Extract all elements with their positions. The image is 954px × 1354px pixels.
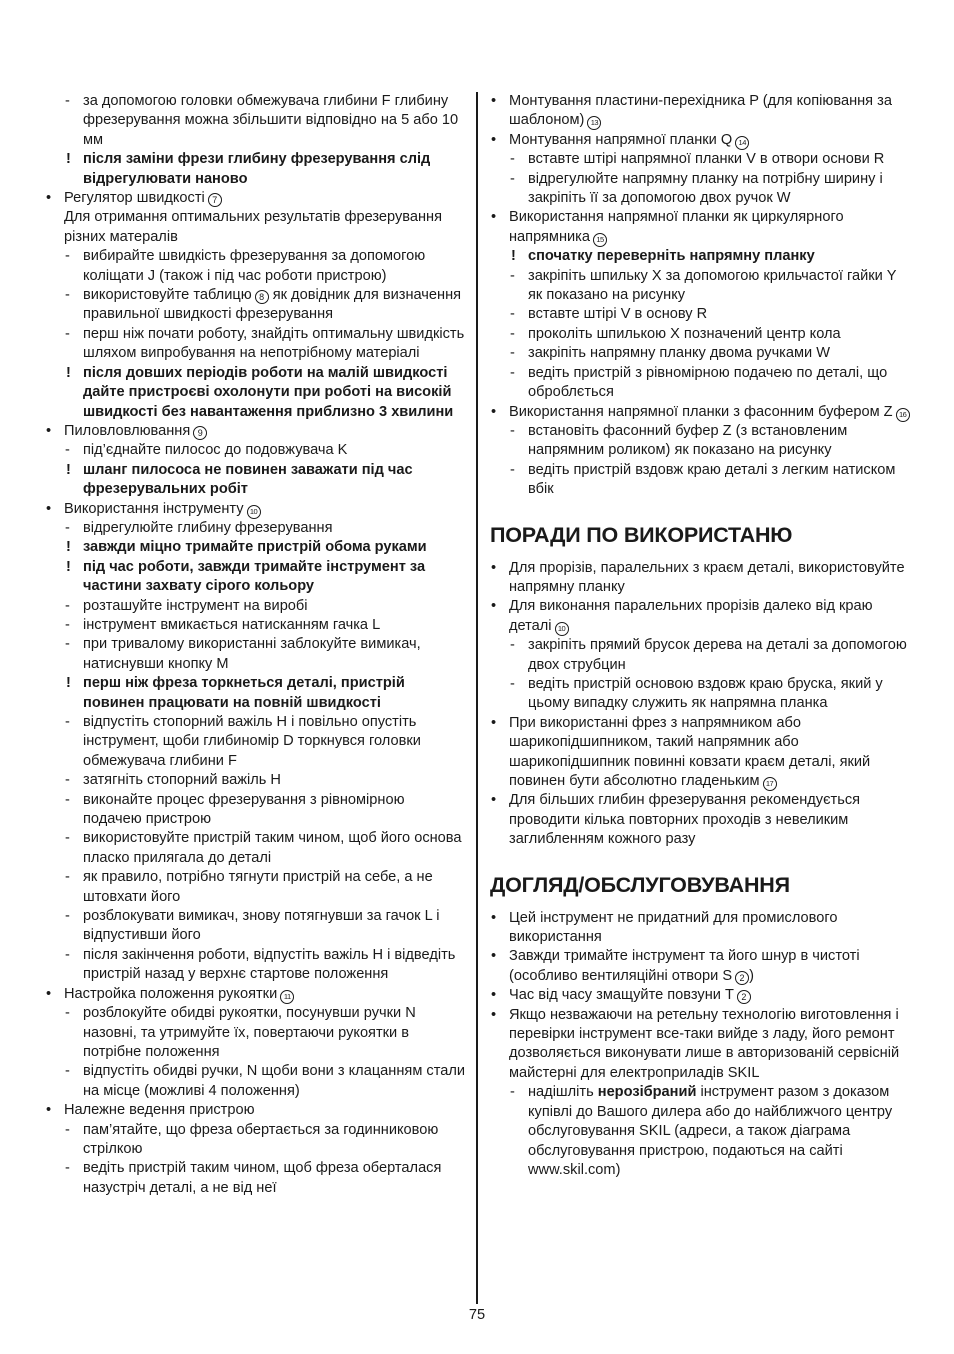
item-text: відпустіть стопорний важіль H і повільно опустіть інструмент, щоби глибиномір D торкнувся головки обмежувача глибини F bbox=[83, 714, 421, 769]
dash-item bbox=[44, 325, 466, 364]
item-text: відпустіть обидві ручки, N щоби вони з клацанням стали на місце (можливі 4 положення) bbox=[83, 1063, 466, 1099]
bullet-item bbox=[489, 909, 914, 948]
warning-icon: ! bbox=[66, 558, 71, 575]
warning-icon: ! bbox=[66, 675, 71, 692]
item-text: проколіть шпилькою X позначений центр кола bbox=[528, 325, 841, 342]
dash-marker: - bbox=[65, 325, 70, 342]
emphasis-text: нерозібраний bbox=[597, 1084, 697, 1101]
bullet-marker: • bbox=[46, 190, 52, 207]
dash-marker: - bbox=[510, 306, 515, 323]
figure-ref-circle: 10 bbox=[555, 622, 569, 636]
item-text: ведіть пристрій вздовж краю деталі з легким натиском вбік bbox=[528, 461, 896, 498]
item-text: Якщо незважаючи на ретельну технологію виготовлення і перевірки інструмент все-таки вийде з ладу, його ремонт дозволяється виконувати лише в авторизованій сервісній майстерні для електроприладів SKIL bbox=[509, 1006, 900, 1081]
dash-marker: - bbox=[65, 248, 70, 265]
item-text: Регулятор швидкості bbox=[64, 190, 205, 207]
page-number: 75 bbox=[468, 1307, 486, 1323]
warning-item bbox=[44, 674, 466, 713]
dash-marker: - bbox=[65, 830, 70, 847]
section-heading: ПОРАДИ ПО ВИКОРИСТАНЮ bbox=[490, 522, 793, 547]
item-text: під час роботи, завжди тримайте інструмент за частини захвату сірого кольору bbox=[83, 558, 426, 595]
dash-item bbox=[489, 150, 914, 169]
item-text: відрегулюйте глибину фрезерування bbox=[83, 519, 333, 536]
item-text: використовуйте пристрій таким чином, щоб його основа пласко прилягала до деталі bbox=[83, 830, 462, 866]
item-text: Для отримання оптимальних результатів фрезерування різних матералів bbox=[64, 209, 442, 245]
section-heading: ДОГЛЯД/ОБСЛУГОВУВАННЯ bbox=[490, 872, 790, 897]
item-text: Час від часу змащуйте повзуни T bbox=[509, 987, 734, 1004]
dash-item bbox=[489, 364, 914, 403]
bullet-marker: • bbox=[491, 559, 497, 576]
item-text: розблокувати вимикач, знову потягнувши за гачок L і відпустивши його bbox=[83, 908, 440, 944]
warning-item bbox=[44, 558, 466, 597]
dash-marker: - bbox=[65, 1121, 70, 1138]
bullet-item bbox=[489, 92, 914, 131]
bullet-marker: • bbox=[491, 987, 497, 1004]
item-text: Для більших глибин фрезерування рекомендується проводити кілька повторних проходів з невеликим заглибленням кожного разу bbox=[509, 792, 861, 848]
dash-item bbox=[44, 635, 466, 674]
dash-marker: - bbox=[65, 636, 70, 653]
item-text: Пиловловлювання bbox=[64, 422, 191, 439]
item-text: ведіть пристрій основою вздовж краю бруска, який у цьому випадку служить як напрямна планка bbox=[528, 675, 883, 712]
figure-ref-circle: 8 bbox=[255, 290, 269, 304]
dash-item bbox=[44, 791, 466, 830]
dash-item bbox=[44, 1121, 466, 1160]
bullet-marker: • bbox=[46, 500, 52, 517]
dash-marker: - bbox=[510, 325, 515, 342]
item-text-continued: інструмент разом з доказом купівлі до Вашого дилера або до найближчого центру обслуговування SKIL (адреси, а також діаграма обслуговування пристрою, подаються на сайті www.skil.com) bbox=[528, 1084, 893, 1178]
warning-item bbox=[489, 247, 914, 266]
item-text: виконайте процес фрезерування з рівномірною подачею пристрою bbox=[83, 791, 405, 828]
figure-ref-circle: 2 bbox=[737, 990, 751, 1004]
item-text: Належне ведення пристрою bbox=[64, 1102, 255, 1119]
dash-marker: - bbox=[65, 946, 70, 963]
left-column bbox=[44, 92, 466, 1198]
item-text: Для виконання паралельних прорізів далеко від краю деталі bbox=[509, 598, 873, 634]
bullet-item bbox=[489, 131, 914, 150]
dash-item bbox=[44, 829, 466, 868]
item-text: при тривалому використанні заблокуйте вимикач, натиснувши кнопку M bbox=[83, 636, 421, 672]
dash-marker: - bbox=[510, 675, 515, 692]
warning-icon: ! bbox=[511, 248, 516, 265]
bullet-marker: • bbox=[491, 792, 497, 809]
item-text: Настройка положення рукоятки bbox=[64, 985, 278, 1002]
dash-item bbox=[44, 92, 466, 150]
figure-ref-circle: 16 bbox=[896, 408, 910, 422]
bullet-item bbox=[44, 189, 466, 208]
bullet-marker: • bbox=[46, 985, 52, 1002]
dash-item bbox=[489, 344, 914, 363]
dash-marker: - bbox=[65, 93, 70, 109]
dash-item bbox=[44, 247, 466, 286]
dash-marker: - bbox=[510, 422, 515, 439]
bullet-item bbox=[489, 208, 914, 247]
item-text: розблокуйте обидві рукоятки, посунувши ручки N назовні, та утримуйте їх, повертаючи рукоятки в потрібне положення bbox=[83, 1005, 416, 1060]
dash-marker: - bbox=[510, 267, 515, 284]
warning-icon: ! bbox=[66, 539, 71, 556]
bullet-item bbox=[489, 714, 914, 792]
bullet-item bbox=[489, 791, 914, 849]
bullet-item bbox=[44, 422, 466, 441]
dash-marker: - bbox=[65, 597, 70, 614]
item-text: Використання напрямної планки як циркулярного напрямника bbox=[509, 209, 844, 245]
item-text: Цей інструмент не придатний для промислового використання bbox=[509, 909, 838, 946]
bullet-item bbox=[44, 985, 466, 1004]
paragraph bbox=[44, 208, 466, 247]
item-text: закріпіть прямий брусок дерева на деталі за допомогою двох струбцин bbox=[528, 637, 907, 673]
dash-item bbox=[44, 616, 466, 635]
item-text: інструмент вмикається натисканням гачка L bbox=[83, 616, 381, 633]
item-text: як правило, потрібно тягнути пристрій на себе, а не штовхати його bbox=[83, 869, 433, 905]
dash-marker: - bbox=[65, 714, 70, 730]
dash-item bbox=[44, 597, 466, 616]
bullet-marker: • bbox=[491, 598, 497, 615]
figure-ref-circle: 17 bbox=[763, 777, 777, 791]
figure-ref-circle: 13 bbox=[587, 116, 601, 130]
bullet-marker: • bbox=[491, 93, 497, 109]
bullet-marker: • bbox=[491, 1006, 497, 1023]
dash-item bbox=[44, 1159, 466, 1198]
item-text: пам’ятайте, що фреза обертається за годинниковою стрілкою bbox=[83, 1121, 439, 1157]
dash-item bbox=[44, 441, 466, 460]
item-text: затягніть стопорний важіль H bbox=[83, 772, 281, 789]
item-text: після довших періодів роботи на малій швидкості дайте пристроєві охолонути при роботі на високій швидкості без навантаження приблизно 3 хвилини bbox=[83, 364, 454, 420]
item-text: розташуйте інструмент на виробі bbox=[83, 597, 308, 614]
dash-marker: - bbox=[65, 869, 70, 886]
warning-item bbox=[44, 538, 466, 557]
dash-marker: - bbox=[65, 287, 70, 304]
item-text: вибирайте швидкість фрезерування за допомогою коліщати J (також і під час роботи пристрою) bbox=[83, 248, 426, 284]
dash-item bbox=[44, 907, 466, 946]
figure-ref-circle: 2 bbox=[735, 971, 749, 985]
dash-marker: - bbox=[65, 1005, 70, 1022]
dash-marker: - bbox=[65, 1160, 70, 1177]
dash-marker: - bbox=[65, 1063, 70, 1080]
item-text: використовуйте таблицю bbox=[83, 287, 252, 304]
bullet-marker: • bbox=[491, 131, 497, 148]
item-text: Для прорізів, паралельних з краєм деталі, використовуйте напрямну планку bbox=[509, 559, 905, 595]
dash-marker: - bbox=[510, 151, 515, 168]
bullet-marker: • bbox=[491, 403, 497, 420]
dash-item bbox=[44, 1062, 466, 1101]
item-text-continued: ) bbox=[749, 967, 754, 984]
warning-icon: ! bbox=[66, 364, 71, 381]
dash-marker: - bbox=[510, 1084, 515, 1101]
column-divider bbox=[476, 92, 478, 1304]
dash-marker: - bbox=[65, 908, 70, 925]
item-text: Монтування пластини-перехідника P (для копіювання за шаблоном) bbox=[509, 93, 892, 129]
dash-marker: - bbox=[65, 791, 70, 808]
bullet-marker: • bbox=[491, 209, 497, 226]
dash-item bbox=[44, 868, 466, 907]
warning-icon: ! bbox=[66, 151, 71, 168]
item-text: ведіть пристрій таким чином, щоб фреза оберталася назустріч деталі, а не від неї bbox=[83, 1160, 442, 1196]
bullet-item bbox=[489, 947, 914, 986]
item-text: шланг пилососа не повинен заважати під час фрезерувальних робіт bbox=[83, 461, 413, 498]
dash-marker: - bbox=[510, 345, 515, 362]
item-text: завжди міцно тримайте пристрій обома руками bbox=[83, 539, 427, 556]
item-text: Використання напрямної планки з фасонним буфером Z bbox=[509, 403, 893, 420]
dash-item bbox=[489, 636, 914, 675]
bullet-item bbox=[44, 500, 466, 519]
item-text: надішліть bbox=[528, 1084, 594, 1101]
dash-item bbox=[489, 170, 914, 209]
figure-ref-circle: 14 bbox=[735, 136, 749, 150]
item-text: Завжди тримайте інструмент та його шнур в чистоті (особливо вентиляційні отвори S bbox=[509, 948, 860, 984]
item-text: вставте штірі V в основу R bbox=[528, 306, 708, 323]
dash-marker: - bbox=[65, 442, 70, 459]
dash-item bbox=[489, 675, 914, 714]
item-text: відрегулюйте напрямну планку на потрібну ширину і закріпіть її за допомогою двох ручок W bbox=[528, 170, 883, 207]
dash-item bbox=[44, 286, 466, 325]
warning-item bbox=[44, 461, 466, 500]
item-text: перш ніж фреза торкнеться деталі, пристрій повинен працювати на повній швидкості bbox=[83, 675, 405, 711]
bullet-item bbox=[44, 1101, 466, 1120]
dash-item bbox=[44, 771, 466, 790]
item-text: після заміни фрези глибину фрезерування слід відрегулювати наново bbox=[83, 151, 431, 187]
item-text: Використання інструменту bbox=[64, 500, 244, 517]
bullet-item bbox=[489, 1006, 914, 1084]
item-text: спочатку переверніть напрямну планку bbox=[528, 248, 815, 265]
figure-ref-circle: 7 bbox=[208, 193, 222, 207]
bullet-item bbox=[489, 597, 914, 636]
dash-item bbox=[44, 713, 466, 771]
item-text: При використанні фрез з напрямником або шарикопідшипником, такий напрямник або шарикопідшипник повинні ковзати краєм деталі, який повинен бути абсолютно гладеньким bbox=[509, 714, 871, 789]
dash-marker: - bbox=[65, 519, 70, 536]
dash-item bbox=[489, 267, 914, 306]
dash-marker: - bbox=[510, 637, 515, 654]
item-text: Монтування напрямної планки Q bbox=[509, 131, 733, 148]
bullet-marker: • bbox=[46, 422, 52, 439]
warning-icon: ! bbox=[66, 461, 71, 478]
item-text: ведіть пристрій з рівномірною подачею по деталі, що оброблється bbox=[528, 364, 888, 401]
dash-item bbox=[489, 325, 914, 344]
dash-item bbox=[489, 422, 914, 461]
dash-marker: - bbox=[510, 364, 515, 381]
item-text: перш ніж почати роботу, знайдіть оптимальну швидкість шляхом випробування на непотрібному матеріалі bbox=[83, 325, 465, 362]
right-column bbox=[489, 92, 914, 1180]
dash-item bbox=[44, 1004, 466, 1062]
dash-item bbox=[489, 305, 914, 324]
item-text: під’єднайте пилосос до подовжувача K bbox=[83, 442, 348, 459]
dash-item bbox=[489, 461, 914, 500]
bullet-marker: • bbox=[491, 909, 497, 926]
item-text-continued: як довідник для визначення правильної швидкості фрезерування bbox=[83, 287, 462, 323]
bullet-item bbox=[489, 559, 914, 598]
warning-item bbox=[44, 150, 466, 189]
item-text: закріпіть шпильку X за допомогою крильчастої гайки Y як показано на рисунку bbox=[528, 267, 897, 304]
item-text: вставте штірі напрямної планки V в отвори основи R bbox=[528, 151, 885, 168]
dash-marker: - bbox=[65, 616, 70, 633]
item-text: за допомогою головки обмежувача глибини F глибину фрезерування можна збільшити відповідно на 5 або 10 мм bbox=[83, 93, 459, 148]
dash-marker: - bbox=[65, 772, 70, 789]
item-text: закріпіть напрямну планку двома ручками W bbox=[528, 345, 831, 362]
bullet-marker: • bbox=[491, 714, 497, 731]
figure-ref-circle: 15 bbox=[593, 233, 607, 247]
dash-marker: - bbox=[510, 170, 515, 187]
dash-item bbox=[44, 946, 466, 985]
item-text: встановіть фасонний буфер Z (з встановленим напрямним роликом) як показано на рисунку bbox=[528, 422, 848, 459]
dash-marker: - bbox=[510, 461, 515, 478]
bullet-item bbox=[489, 986, 914, 1005]
figure-ref-circle: 10 bbox=[247, 505, 261, 519]
bullet-marker: • bbox=[491, 948, 497, 965]
figure-ref-circle: 11 bbox=[280, 990, 294, 1004]
dash-item bbox=[489, 1083, 914, 1180]
bullet-item bbox=[489, 403, 914, 422]
bullet-marker: • bbox=[46, 1102, 52, 1119]
warning-item bbox=[44, 364, 466, 422]
figure-ref-circle: 9 bbox=[193, 426, 207, 440]
dash-item bbox=[44, 519, 466, 538]
item-text: після закінчення роботи, відпустіть важіль H і відведіть пристрій назад у верхнє стартове положення bbox=[83, 946, 456, 983]
